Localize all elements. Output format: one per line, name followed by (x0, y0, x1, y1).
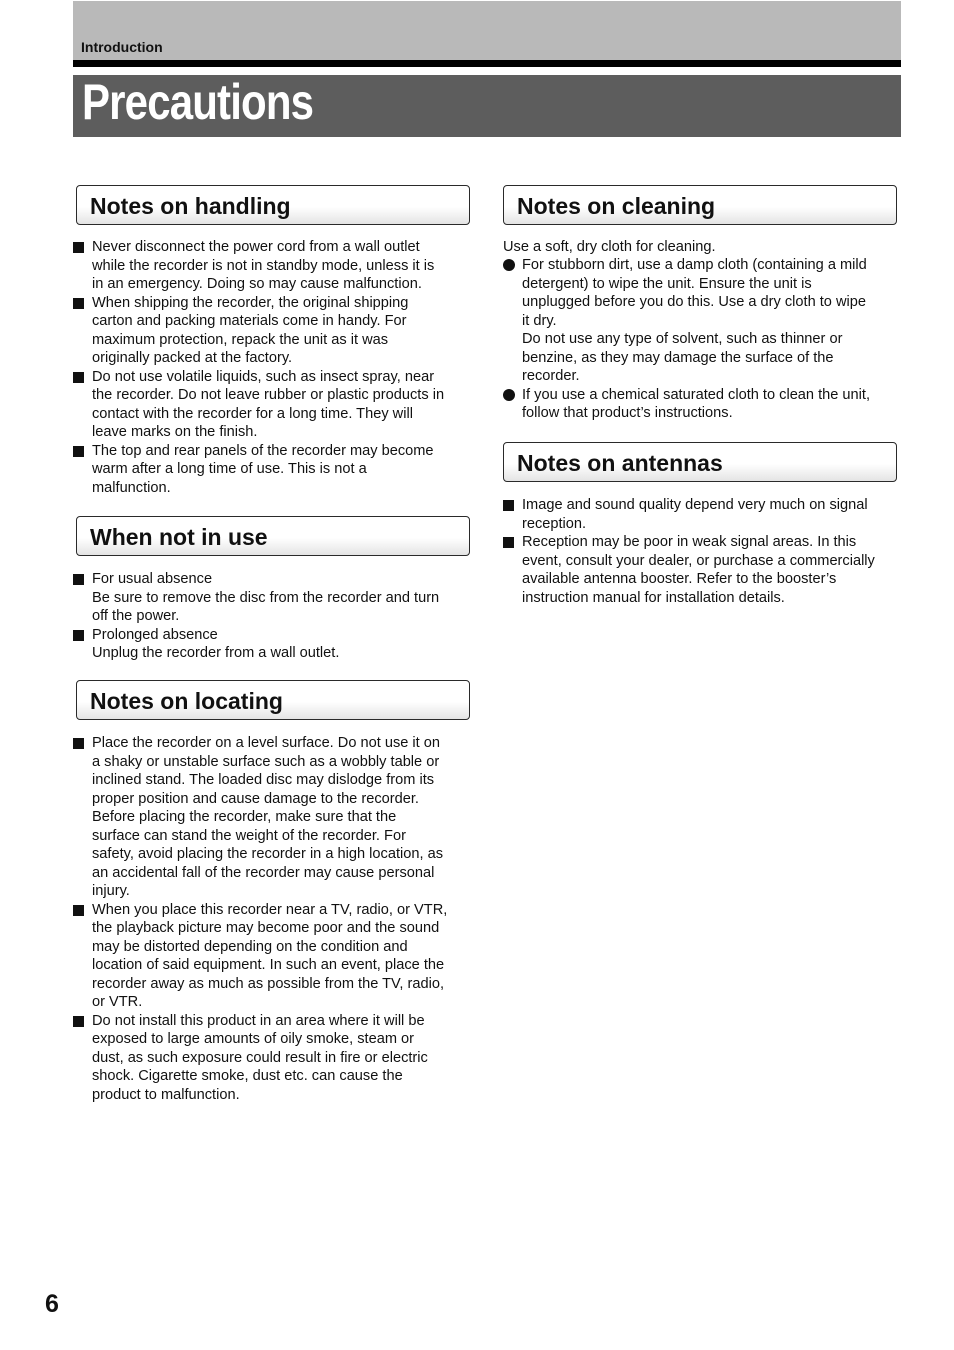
square-bullet-icon (503, 537, 514, 548)
list-item-text-line: Unplug the recorder from a wall outlet. (92, 645, 340, 661)
square-bullet-icon (73, 446, 84, 457)
cleaning-heading: Notes on cleaning (517, 193, 716, 219)
list-item-text-line: recorder. (522, 368, 580, 384)
list-item-text-line: Do not install this product in an area where it will be (92, 1012, 425, 1029)
list-item-text-line: location of said equipment. In such an event, place the (92, 957, 445, 973)
square-bullet-icon (73, 298, 84, 309)
list-item-text-line: Do not use volatile liquids, such as insect spray, near (92, 368, 435, 385)
list-item-text-line: When shipping the recorder, the original shipping (92, 294, 409, 311)
list-item-text-line: in an emergency. Doing so may cause malfunction. (92, 276, 422, 292)
antennas-list (503, 496, 903, 607)
list-item-text-line: the recorder. Do not leave rubber or plastic products in (92, 387, 445, 403)
cleaning-list (503, 256, 903, 423)
section-label: Introduction (81, 39, 163, 55)
list-item-text-line: contact with the recorder for a long time. They will (92, 405, 413, 422)
list-item (503, 256, 903, 386)
list-item (73, 368, 473, 442)
list-item-text-line: When you place this recorder near a TV, radio, or VTR, (92, 901, 448, 918)
locating-heading-box (76, 680, 470, 720)
list-item-text-line: an accidental fall of the recorder may cause personal (92, 864, 435, 881)
list-item-text-line: originally packed at the factory. (92, 350, 293, 366)
list-item-text-line: or VTR. (92, 994, 143, 1010)
list-item-text-line: For usual absence (92, 571, 213, 587)
list-item-text-line: If you use a chemical saturated cloth to clean the unit, (522, 386, 871, 403)
list-item-text-line: shock. Cigarette smoke, dust etc. can cause the (92, 1068, 403, 1084)
list-item-text-line: product to malfunction. (92, 1086, 240, 1103)
list-item-text-line: available antenna booster. Refer to the booster’s (522, 571, 837, 587)
list-item (73, 626, 473, 663)
list-item-text-line: reception. (522, 515, 587, 532)
list-item-text-line: The top and rear panels of the recorder may become (92, 442, 434, 459)
list-item-text-line: a shaky or unstable surface such as a wobbly table or (92, 753, 440, 770)
list-item-text-line: follow that product’s instructions. (522, 405, 733, 421)
list-item (73, 1012, 473, 1105)
list-item-text-line: safety, avoid placing the recorder in a high location, as (92, 846, 443, 862)
list-item-text-line: carton and packing materials come in handy. For (92, 313, 407, 329)
square-bullet-icon (73, 372, 84, 383)
square-bullet-icon (73, 630, 84, 641)
list-item-text-line: inclined stand. The loaded disc may dislodge from its (92, 772, 435, 788)
list-item-text-line: warm after a long time of use. This is not a (92, 461, 367, 477)
list-item-text-line: Place the recorder on a level surface. Do not use it on (92, 735, 441, 751)
square-bullet-icon (73, 738, 84, 749)
round-bullet-icon (503, 259, 515, 271)
list-item-text-line: Image and sound quality depend very much on signal (522, 497, 868, 513)
list-item (73, 570, 473, 626)
list-item-text-line: Before placing the recorder, make sure that the (92, 809, 397, 825)
square-bullet-icon (73, 1016, 84, 1027)
list-item (503, 533, 903, 607)
list-item (73, 901, 473, 1012)
list-item-text-line: Never disconnect the power cord from a wall outlet (92, 239, 420, 255)
not-in-use-heading: When not in use (90, 524, 268, 550)
not-in-use-list (73, 570, 473, 663)
list-item-text-line: may be distorted depending on the condition and (92, 938, 408, 955)
list-item-text-line: instruction manual for installation details. (522, 589, 785, 606)
section-header-bar (73, 1, 901, 60)
list-item-text-line: event, consult your dealer, or purchase a commercially (522, 552, 875, 569)
square-bullet-icon (73, 905, 84, 916)
header-rule (73, 60, 901, 67)
list-item-text-line: benzine, as they may damage the surface of the (522, 349, 834, 366)
list-item (73, 442, 473, 498)
list-item-text-line: the playback picture may become poor and the sound (92, 920, 440, 936)
cleaning-intro: Use a soft, dry cloth for cleaning. (503, 239, 716, 255)
list-item (503, 386, 903, 423)
square-bullet-icon (73, 574, 84, 585)
list-item-text-line: Be sure to remove the disc from the recorder and turn (92, 589, 440, 606)
antennas-heading-box (503, 442, 897, 482)
list-item-text-line: unplugged before you do this. Use a dry cloth to wipe (522, 294, 866, 310)
square-bullet-icon (73, 242, 84, 253)
list-item-text-line: exposed to large amounts of oily smoke, steam or (92, 1031, 415, 1047)
list-item-text-line: dust, as such exposure could result in fire or electric (92, 1049, 428, 1066)
list-item-text-line: proper position and cause damage to the recorder. (92, 790, 419, 807)
list-item-text-line: Do not use any type of solvent, such as thinner or (522, 331, 843, 347)
list-item-text-line: leave marks on the finish. (92, 424, 258, 440)
round-bullet-icon (503, 389, 515, 401)
list-item-text-line: For stubborn dirt, use a damp cloth (containing a mild (522, 257, 867, 273)
list-item-text-line: while the recorder is not in standby mode, unless it is (92, 257, 435, 274)
handling-heading-box (76, 185, 470, 225)
list-item-text-line: Prolonged absence (92, 626, 218, 643)
page-number: 6 (45, 1290, 59, 1318)
list-item (73, 734, 473, 901)
list-item-text-line: detergent) to wipe the unit. Ensure the unit is (522, 275, 812, 292)
list-item (503, 496, 903, 533)
antennas-heading: Notes on antennas (517, 450, 723, 476)
list-item-text-line: injury. (92, 883, 130, 899)
locating-list (73, 734, 473, 1104)
list-item-text-line: surface can stand the weight of the recorder. For (92, 827, 406, 844)
list-item (73, 238, 473, 294)
locating-heading: Notes on locating (90, 688, 283, 714)
not-in-use-heading-box (76, 516, 470, 556)
handling-heading: Notes on handling (90, 193, 291, 219)
list-item-text-line: recorder away as much as possible from the TV, radio, (92, 975, 445, 992)
list-item-text-line: malfunction. (92, 479, 171, 496)
list-item-text-line: maximum protection, repack the unit as it was (92, 331, 389, 348)
handling-list (73, 238, 473, 497)
list-item-text-line: it dry. (522, 312, 557, 329)
square-bullet-icon (503, 500, 514, 511)
list-item-text-line: off the power. (92, 608, 180, 624)
list-item (73, 294, 473, 368)
list-item-text-line: Reception may be poor in weak signal areas. In this (522, 534, 857, 550)
page-title: Precautions (82, 74, 314, 130)
cleaning-heading-box (503, 185, 897, 225)
